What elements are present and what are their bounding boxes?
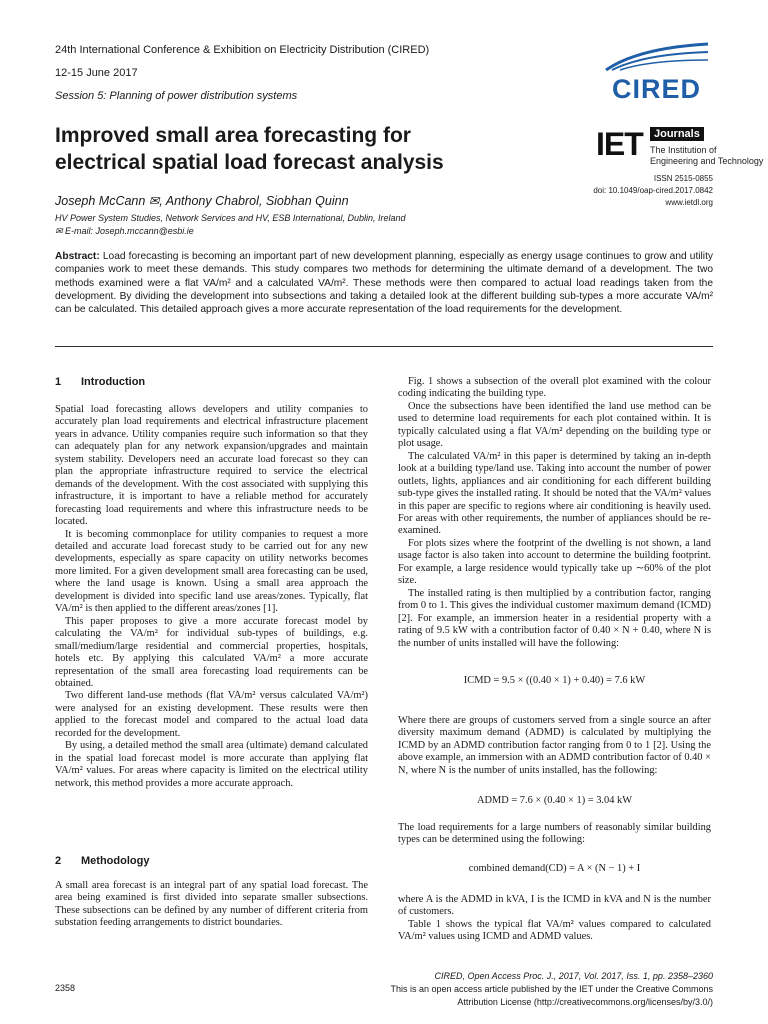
paragraph: For plots sizes where the footprint of the dwelling is not shown, a land usage factor is also taken into account to determine the building footprint. For example, a large residence would typically take up ∼60% of the plot size.: [398, 537, 711, 587]
authors: Joseph McCann ✉, Anthony Chabrol, Siobhan Quinn: [55, 194, 349, 208]
iet-full-name: [650, 145, 763, 167]
paragraph: The load requirements for a large numbers of reasonably similar building types can be determined using the following:: [398, 822, 711, 846]
methodology-body: [55, 880, 368, 930]
paper-title: [55, 122, 525, 176]
section-number: 2: [55, 855, 62, 867]
conference-dates: 12-15 June 2017: [55, 67, 138, 79]
issn: ISSN 2515-0855: [653, 174, 713, 183]
paragraph: Once the subsections have been identified the land use method can be used to determine load requirements for each plot contained within. It is typically calculated using a flat VA/m² depending on the building type or plot usage.: [398, 400, 711, 450]
paragraph: A small area forecast is an integral part of any spatial load forecast. The area being examined is first divided into separate smaller subsections. These subsections can be defined by any number of different criteria from substation feeding arrangements to district boundaries.: [55, 880, 368, 929]
abstract: [55, 250, 713, 316]
right-column-bottom: [398, 894, 711, 944]
abstract-label: Abstract:: [55, 251, 100, 262]
paragraph: Fig. 1 shows a subsection of the overall plot examined with the colour coding indicating the building type.: [398, 376, 711, 400]
equation-admd: ADMD = 7.6 × (0.40 × 1) = 3.04 kW: [476, 795, 633, 806]
title-line-1: Improved small area forecasting for: [55, 124, 411, 147]
paragraph: The installed rating is then multiplied by a contribution factor, ranging from 0 to 1. This gives the individual customer maximum demand (ICMD) [2]. For example, an immersion heater in a residential property with a rating of 9.5 kW with a contribution factor of 0.40 × N + 0.40, where N is the number of units installed will have the following:: [398, 587, 711, 649]
paragraph: Spatial load forecasting allows developers and utility companies to accurately plan load requirements and electrical infrastructure placement years in advance. Utility companies require such information so that they can adequately plan for any network expansion/upgrades and maintain system stability. Developers need an accurate load forecast so they can plan the appropriate infrastructure required to service the electrical demands of the development. With the cost associated with supplying this infrastructure, it is important to have a reliable method for accurately forecasting load requirements and where this infrastructure needs to be located.: [55, 404, 368, 528]
right-column-top: [398, 376, 711, 650]
paragraph: It is becoming commonplace for utility companies to request a more detailed and accurate load forecast study to be carried out for any new developments, especially as spare capacity on utility networks becomes more limited. For a given development small area forecasting can be used, where the land usage is known. Using a small area approach the development is divided into specific land use areas/zones. Typically, flat VA/m² is then applied to the different areas/zones [1].: [55, 528, 368, 615]
title-line-2: electrical spatial load forecast analysis: [55, 151, 444, 174]
affiliation: HV Power System Studies, Network Services and HV, ESB International, Dublin, Ireland: [55, 213, 406, 223]
paragraph: Where there are groups of customers served from a single source an after diversity maximum demand (ADMD) is calculated by multiplying the ICMD by an ADMD contribution factor ranging from 0 to 1 [2]. Using the above example, an immersion with an ADMD contribution factor of 0.40 × N, where N is the number of units installed, has the following:: [398, 715, 711, 776]
section-title: Methodology: [81, 855, 150, 867]
doi: doi: 10.1049/oap-cired.2017.0842: [593, 186, 713, 195]
iet-logo: [596, 126, 764, 172]
footer-citation: [391, 970, 714, 1009]
page-number: 2358: [55, 983, 76, 993]
paragraph: Two different land-use methods (flat VA/m² versus calculated VA/m²) were analysed for an existing development. These results were then applied to the forecast model and compared to the actual load data recorded for the development.: [55, 690, 368, 739]
abstract-text: Load forecasting is becoming an important part of new development planning, especially as energy usage continues to grow and utility companies work to meet these demands. This study compares two methods for determining the ultimate demand of a development. The two methods examined were a flat VA/m² and a calculated VA/m². These methods were then compared to actual load readings taken from the development. By dividing the development into subsections and taking a detailed look at the different building sub-types a more accurate VA/m² can be calculated. This detailed approach gives a more accurate representation of the load requirements for the development.: [55, 251, 713, 316]
equation-combined-demand: combined demand(CD) = A × (N − 1) + I: [468, 863, 641, 874]
iet-name-line-1: The Institution of: [650, 145, 717, 155]
section-heading-methodology: [55, 855, 149, 867]
journals-badge: Journals: [650, 127, 704, 141]
abstract-divider: [55, 346, 713, 347]
author-email[interactable]: ✉ E-mail: Joseph.mccann@esbi.ie: [55, 226, 194, 236]
footer-line-2: This is an open access article published by the IET under the Creative Commons: [390, 984, 713, 994]
section-heading-introduction: [55, 376, 145, 388]
journal-url[interactable]: www.ietdl.org: [665, 198, 713, 207]
cired-logo-text: CIRED: [612, 74, 702, 104]
paragraph: Table 1 shows the typical flat VA/m² values compared to calculated VA/m² values using ICMD and ADMD values.: [398, 918, 711, 943]
right-column-lower: [398, 822, 711, 847]
session-title: Session 5: Planning of power distribution systems: [55, 90, 298, 102]
introduction-body: [55, 404, 368, 790]
cired-logo: [598, 40, 716, 102]
equation-icmd: ICMD = 9.5 × ((0.40 × 1) + 0.40) = 7.6 kW: [463, 675, 646, 686]
paragraph: By using, a detailed method the small area (ultimate) demand calculated in the spatial load forecast model is more accurate than applying flat VA/m² values. For areas where capacity is limited on the electrical utility network, this method provides a more accurate approach.: [55, 740, 368, 789]
footer-line-3[interactable]: Attribution License (http://creativecommons.org/licenses/by/3.0/): [457, 997, 713, 1007]
conference-name: 24th International Conference & Exhibition on Electricity Distribution (CIRED): [55, 44, 430, 56]
section-number: 1: [55, 376, 62, 388]
section-title: Introduction: [81, 376, 146, 388]
right-column-mid: [398, 715, 711, 777]
iet-name-line-2: Engineering and Technology: [650, 156, 764, 166]
iet-mark: IET: [596, 126, 643, 162]
paragraph: The calculated VA/m² in this paper is determined by taking an in-depth look at a building type/land use. Taking into account the number of power outlets, lights, appliances and air conditioning for each different building sub-type gives the installed rating. It should be noted that the VA/m² values in this paper are specific to regions where air conditioning is heavily used. For areas with other requirements, the number of appliances should be re-examined.: [398, 450, 711, 537]
paragraph: where A is the ADMD in kVA, I is the ICMD in kVA and N is the number of customers.: [398, 894, 711, 918]
footer-line-1: CIRED, Open Access Proc. J., 2017, Vol. 2017, Iss. 1, pp. 2358–2360: [434, 971, 713, 981]
paragraph: This paper proposes to give a more accurate forecast model by calculating the VA/m² for individual sub-types of buildings, e.g. small/medium/large residential and commercial properties, hospitals, hotels etc. By applying this calculated VA/m² a more accurate representation of the small area forecasting load requirements can be obtained.: [55, 615, 368, 689]
